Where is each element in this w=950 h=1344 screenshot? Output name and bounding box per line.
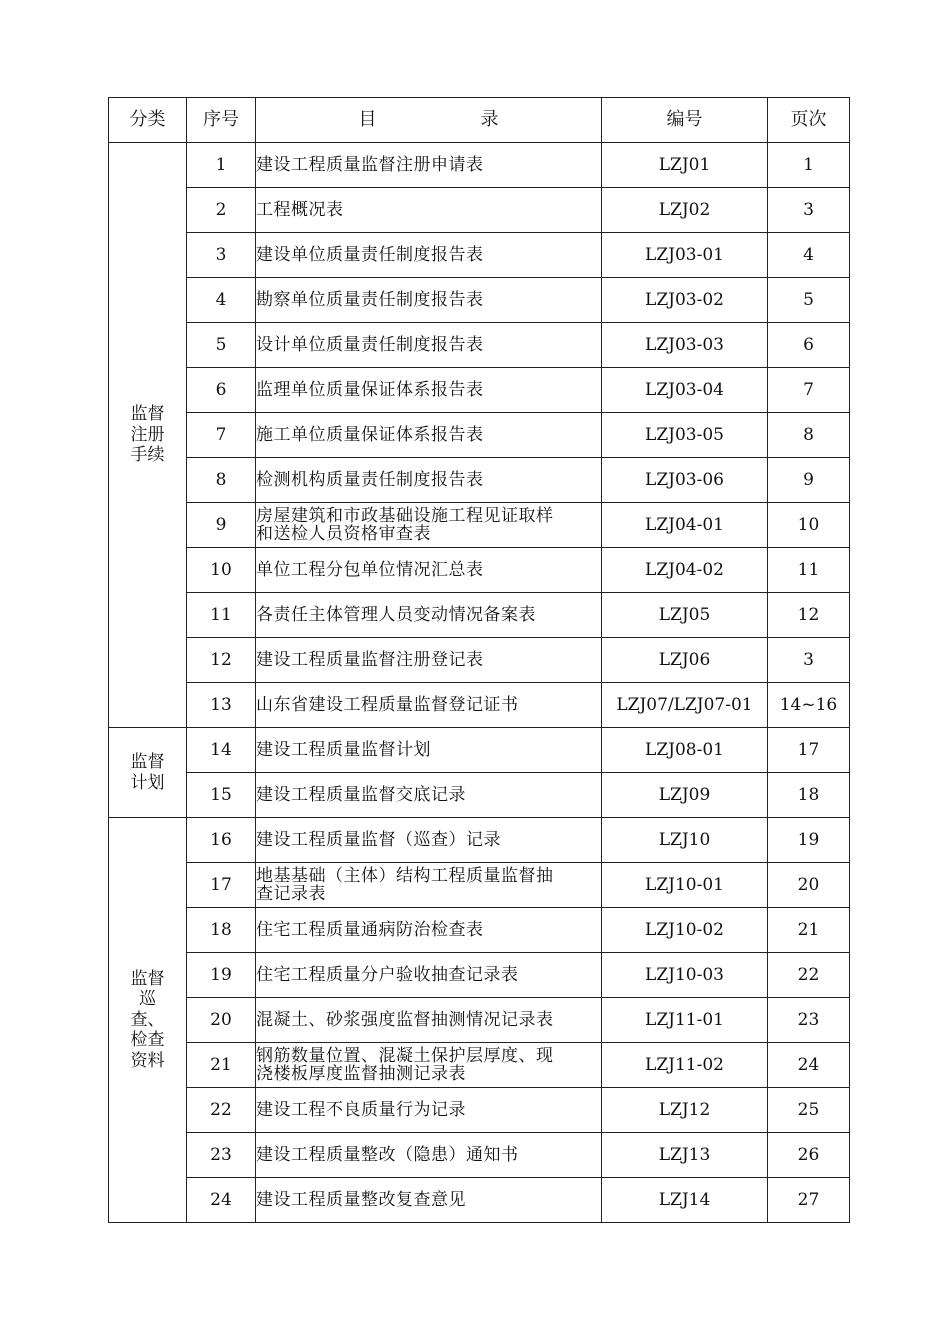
seq-cell: 7 <box>187 413 256 458</box>
title-text: 监理单位质量保证体系报告表 <box>256 380 484 400</box>
code-cell: LZJ13 <box>602 1133 768 1178</box>
page-cell: 20 <box>768 863 850 908</box>
title-cell <box>256 233 602 278</box>
title-cell <box>256 458 602 503</box>
code-cell: LZJ09 <box>602 773 768 818</box>
header-seq: 序号 <box>187 98 256 143</box>
page-cell: 25 <box>768 1088 850 1133</box>
header-title <box>256 98 602 143</box>
table-row <box>109 143 850 188</box>
code-cell: LZJ14 <box>602 1178 768 1223</box>
page-cell: 3 <box>768 638 850 683</box>
page-cell: 3 <box>768 188 850 233</box>
seq-cell: 9 <box>187 503 256 548</box>
code-cell: LZJ04-02 <box>602 548 768 593</box>
code-cell: LZJ07/LZJ07-01 <box>602 683 768 728</box>
table-row <box>109 413 850 458</box>
title-cell <box>256 143 602 188</box>
title-text: 勘察单位质量责任制度报告表 <box>256 290 484 310</box>
title-cell <box>256 683 602 728</box>
code-cell: LZJ10-01 <box>602 863 768 908</box>
table-row <box>109 233 850 278</box>
title-cell <box>256 1133 602 1178</box>
seq-cell: 14 <box>187 728 256 773</box>
page-cell: 14~16 <box>768 683 850 728</box>
title-text: 建设单位质量责任制度报告表 <box>256 245 484 265</box>
code-cell: LZJ10 <box>602 818 768 863</box>
seq-cell: 10 <box>187 548 256 593</box>
title-text: 建设工程不良质量行为记录 <box>256 1100 466 1120</box>
title-cell <box>256 1178 602 1223</box>
code-cell: LZJ03-04 <box>602 368 768 413</box>
title-text: 房屋建筑和市政基础设施工程见证取样和送检人员资格审查表 <box>256 506 554 544</box>
table-row <box>109 1088 850 1133</box>
title-text: 山东省建设工程质量监督登记证书 <box>256 695 519 715</box>
title-text: 施工单位质量保证体系报告表 <box>256 425 484 445</box>
title-cell <box>256 728 602 773</box>
table-row <box>109 773 850 818</box>
seq-cell: 22 <box>187 1088 256 1133</box>
category-cell <box>109 143 187 728</box>
category-cell <box>109 818 187 1223</box>
page-cell: 24 <box>768 1043 850 1088</box>
table-row <box>109 818 850 863</box>
code-cell: LZJ03-06 <box>602 458 768 503</box>
code-cell: LZJ12 <box>602 1088 768 1133</box>
header-category: 分类 <box>109 98 187 143</box>
page-cell: 9 <box>768 458 850 503</box>
page-cell: 10 <box>768 503 850 548</box>
title-text: 建设工程质量监督注册申请表 <box>256 155 484 175</box>
code-cell: LZJ05 <box>602 593 768 638</box>
seq-cell: 8 <box>187 458 256 503</box>
category-label: 监督巡查、检查资料 <box>130 969 165 1071</box>
title-text: 建设工程质量监督（巡查）记录 <box>256 830 501 850</box>
title-text: 钢筋数量位置、混凝土保护层厚度、现浇楼板厚度监督抽测记录表 <box>256 1046 554 1084</box>
code-cell: LZJ11-01 <box>602 998 768 1043</box>
title-cell <box>256 368 602 413</box>
page-cell: 7 <box>768 368 850 413</box>
title-text: 建设工程质量监督注册登记表 <box>256 650 484 670</box>
title-text: 混凝土、砂浆强度监督抽测情况记录表 <box>256 1010 554 1030</box>
code-cell: LZJ02 <box>602 188 768 233</box>
header-title-b: 录 <box>480 109 499 131</box>
seq-cell: 19 <box>187 953 256 998</box>
page-cell: 1 <box>768 143 850 188</box>
title-cell <box>256 188 602 233</box>
table-row <box>109 863 850 908</box>
title-text: 建设工程质量整改复查意见 <box>256 1190 466 1210</box>
seq-cell: 23 <box>187 1133 256 1178</box>
seq-cell: 17 <box>187 863 256 908</box>
code-cell: LZJ01 <box>602 143 768 188</box>
title-cell <box>256 998 602 1043</box>
seq-cell: 21 <box>187 1043 256 1088</box>
seq-cell: 18 <box>187 908 256 953</box>
page-cell: 26 <box>768 1133 850 1178</box>
page-cell: 12 <box>768 593 850 638</box>
code-cell: LZJ03-01 <box>602 233 768 278</box>
seq-cell: 1 <box>187 143 256 188</box>
code-cell: LZJ03-02 <box>602 278 768 323</box>
page-cell: 17 <box>768 728 850 773</box>
header-page: 页次 <box>768 98 850 143</box>
title-text: 建设工程质量监督计划 <box>256 740 431 760</box>
code-cell: LZJ06 <box>602 638 768 683</box>
table-row <box>109 323 850 368</box>
seq-cell: 15 <box>187 773 256 818</box>
header-title-a: 目 <box>358 109 377 131</box>
title-cell <box>256 548 602 593</box>
seq-cell: 11 <box>187 593 256 638</box>
seq-cell: 24 <box>187 1178 256 1223</box>
title-text: 住宅工程质量通病防治检查表 <box>256 920 484 940</box>
code-cell: LZJ11-02 <box>602 1043 768 1088</box>
page-cell: 5 <box>768 278 850 323</box>
title-cell <box>256 503 602 548</box>
page-cell: 4 <box>768 233 850 278</box>
directory-body <box>109 143 850 1223</box>
seq-cell: 6 <box>187 368 256 413</box>
page-cell: 19 <box>768 818 850 863</box>
seq-cell: 12 <box>187 638 256 683</box>
table-row <box>109 593 850 638</box>
seq-cell: 16 <box>187 818 256 863</box>
title-text: 检测机构质量责任制度报告表 <box>256 470 484 490</box>
page-cell: 8 <box>768 413 850 458</box>
page-cell: 6 <box>768 323 850 368</box>
table-row <box>109 503 850 548</box>
table-row <box>109 458 850 503</box>
code-cell: LZJ08-01 <box>602 728 768 773</box>
seq-cell: 4 <box>187 278 256 323</box>
table-row <box>109 998 850 1043</box>
title-text: 设计单位质量责任制度报告表 <box>256 335 484 355</box>
title-cell <box>256 413 602 458</box>
table-row <box>109 548 850 593</box>
table-row <box>109 1043 850 1088</box>
code-cell: LZJ03-03 <box>602 323 768 368</box>
seq-cell: 3 <box>187 233 256 278</box>
table-row <box>109 638 850 683</box>
title-cell <box>256 953 602 998</box>
title-text: 工程概况表 <box>256 200 344 220</box>
category-label: 监督注册手续 <box>130 404 165 466</box>
table-row <box>109 368 850 413</box>
page-cell: 23 <box>768 998 850 1043</box>
page-cell: 21 <box>768 908 850 953</box>
seq-cell: 2 <box>187 188 256 233</box>
seq-cell: 13 <box>187 683 256 728</box>
table-row <box>109 683 850 728</box>
title-text: 建设工程质量整改（隐患）通知书 <box>256 1145 519 1165</box>
directory-table <box>108 97 850 1223</box>
header-row <box>109 98 850 143</box>
seq-cell: 5 <box>187 323 256 368</box>
code-cell: LZJ10-02 <box>602 908 768 953</box>
table-row <box>109 1133 850 1178</box>
seq-cell: 20 <box>187 998 256 1043</box>
title-cell <box>256 1088 602 1133</box>
category-label: 监督计划 <box>130 752 165 793</box>
table-row <box>109 728 850 773</box>
title-cell <box>256 908 602 953</box>
title-cell <box>256 278 602 323</box>
title-cell <box>256 593 602 638</box>
title-text: 各责任主体管理人员变动情况备案表 <box>256 605 536 625</box>
title-text: 建设工程质量监督交底记录 <box>256 785 466 805</box>
page-cell: 22 <box>768 953 850 998</box>
table-row <box>109 908 850 953</box>
title-text: 住宅工程质量分户验收抽查记录表 <box>256 965 519 985</box>
title-cell <box>256 638 602 683</box>
title-text: 单位工程分包单位情况汇总表 <box>256 560 484 580</box>
title-cell <box>256 773 602 818</box>
page-cell: 11 <box>768 548 850 593</box>
header-code: 编号 <box>602 98 768 143</box>
title-cell <box>256 323 602 368</box>
code-cell: LZJ10-03 <box>602 953 768 998</box>
page-cell: 27 <box>768 1178 850 1223</box>
table-row <box>109 188 850 233</box>
title-cell <box>256 818 602 863</box>
page-cell: 18 <box>768 773 850 818</box>
table-row <box>109 953 850 998</box>
title-cell <box>256 863 602 908</box>
title-text: 地基基础（主体）结构工程质量监督抽查记录表 <box>256 866 554 904</box>
table-row <box>109 278 850 323</box>
title-cell <box>256 1043 602 1088</box>
code-cell: LZJ04-01 <box>602 503 768 548</box>
category-cell <box>109 728 187 818</box>
table-row <box>109 1178 850 1223</box>
code-cell: LZJ03-05 <box>602 413 768 458</box>
